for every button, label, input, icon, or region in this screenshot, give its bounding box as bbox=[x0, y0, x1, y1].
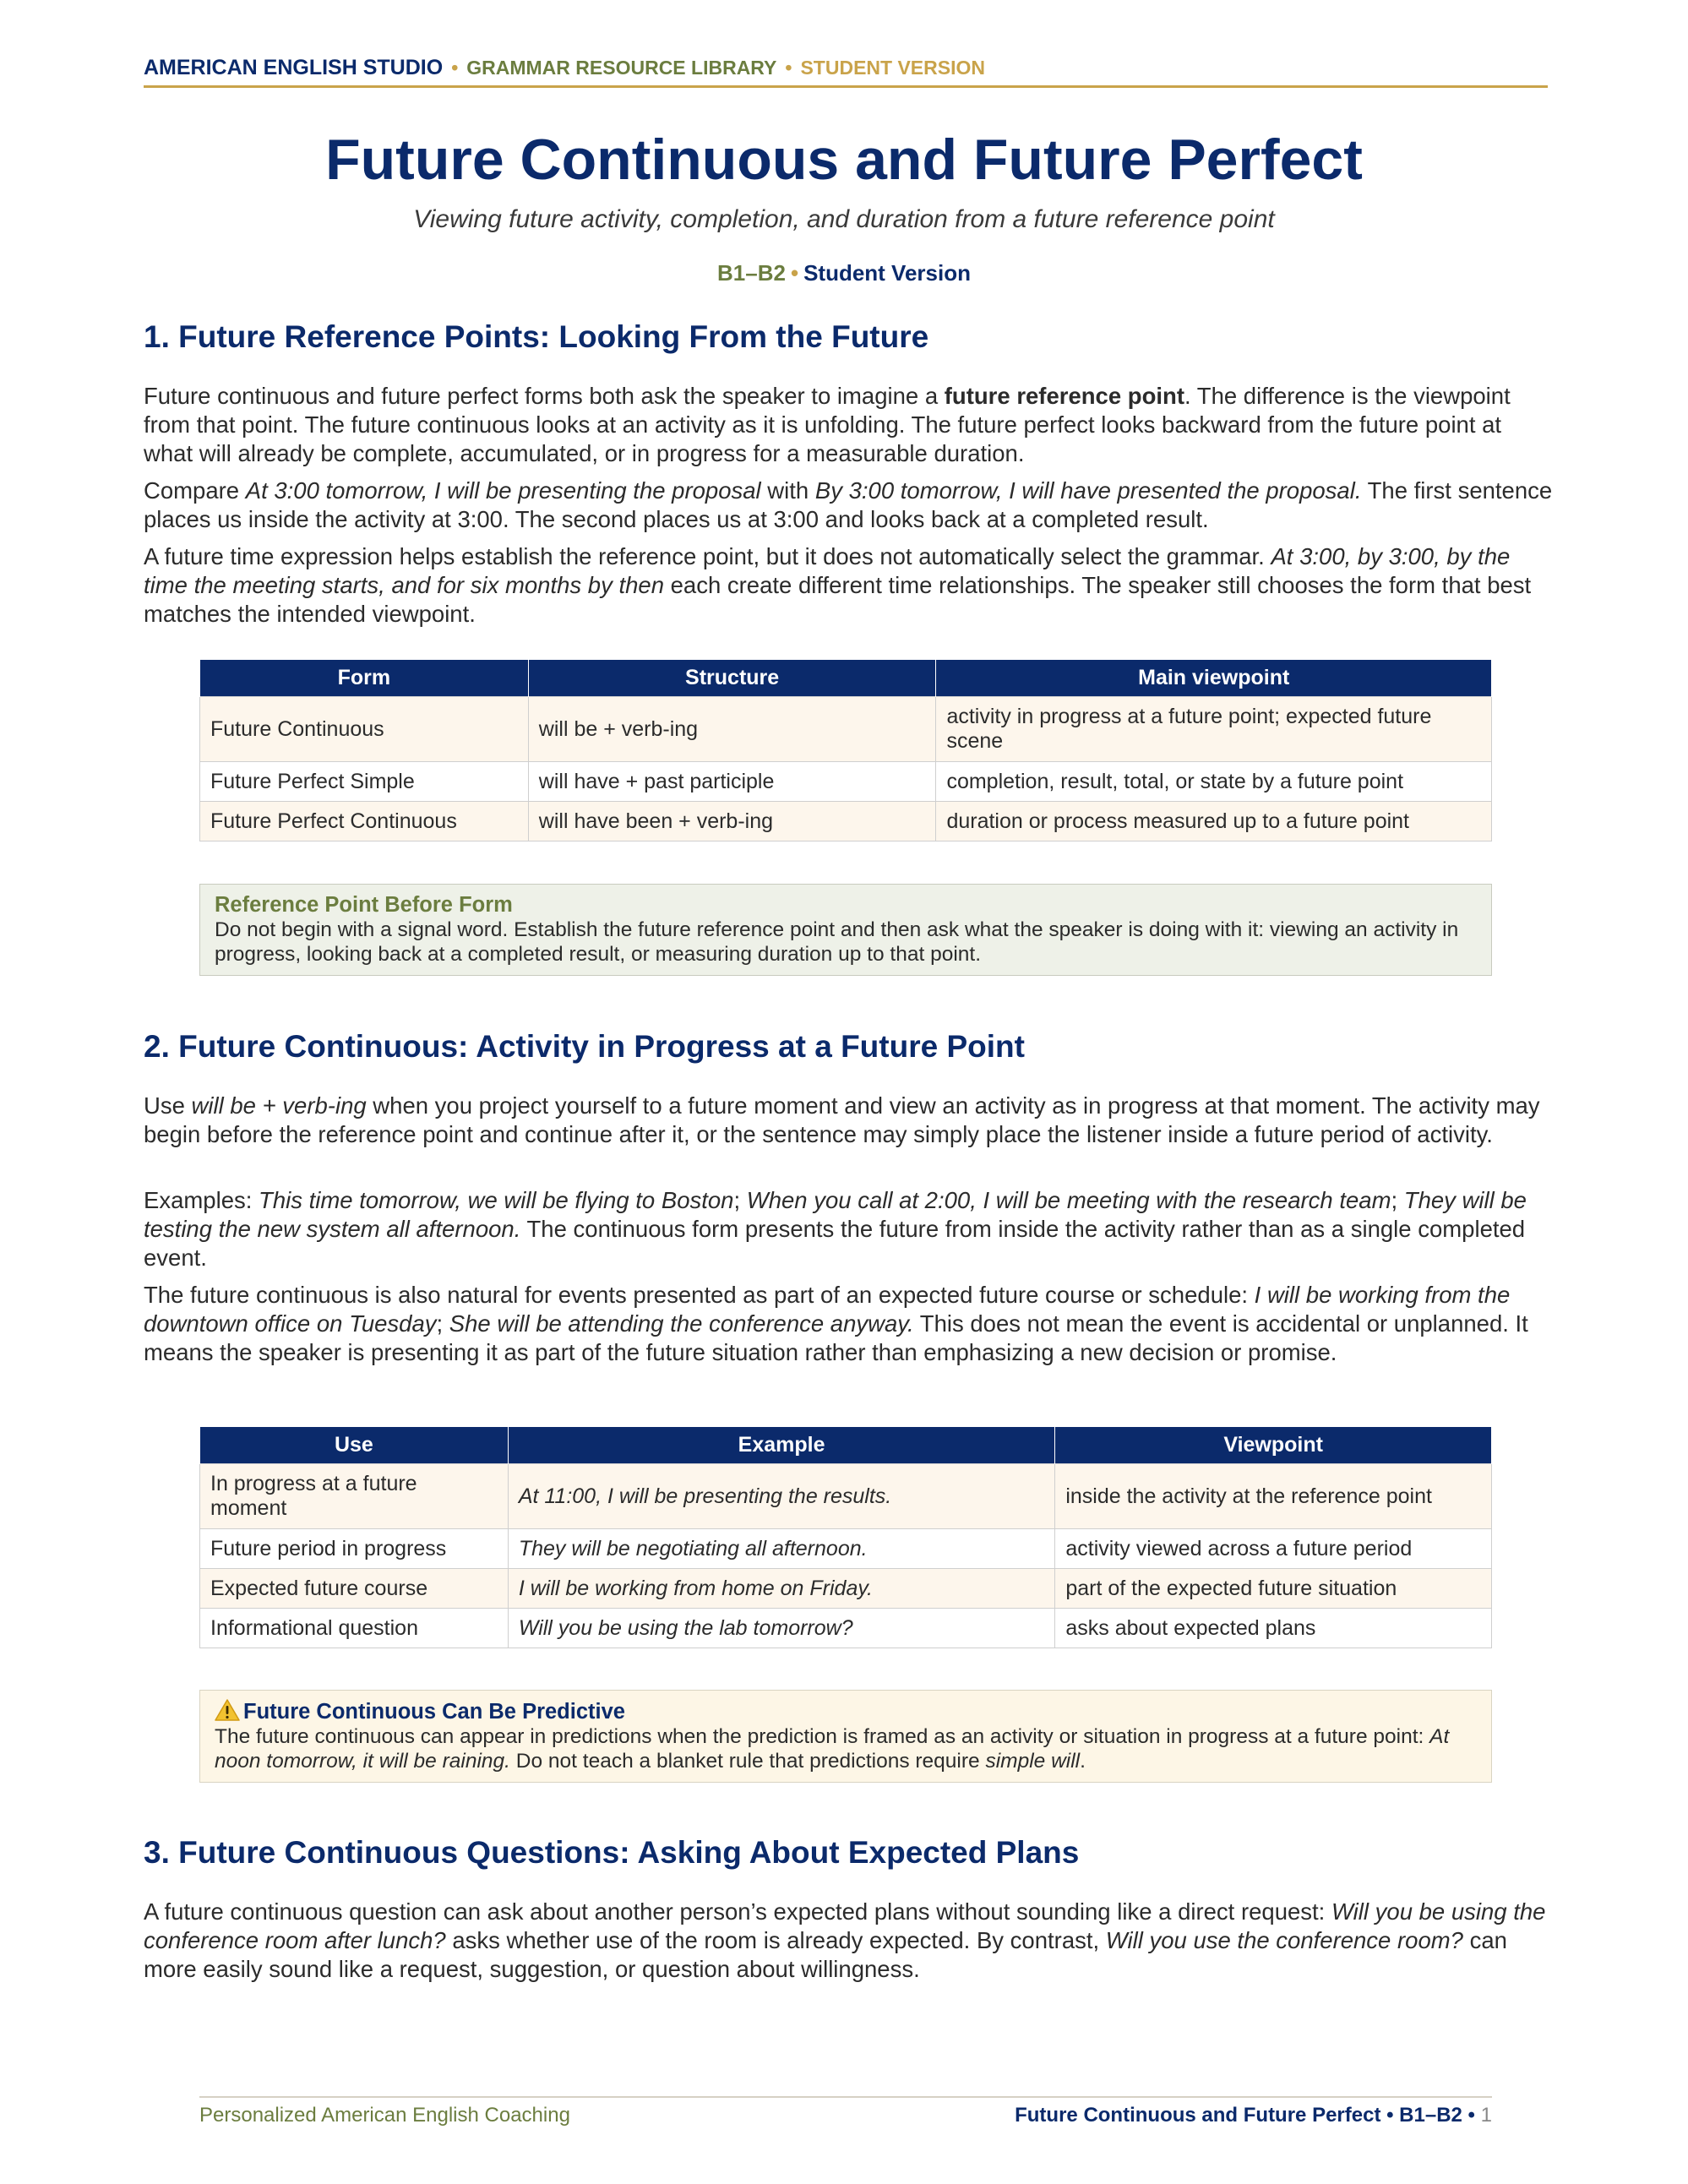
callout-title: Future Continuous Can Be Predictive bbox=[215, 1699, 1477, 1724]
table-cell: activity viewed across a future period bbox=[1055, 1529, 1492, 1569]
section-1-paragraph-2: Compare At 3:00 tomorrow, I will be presenting the proposal with By 3:00 tomorrow, I will have presented the proposal. The first sentence places us inside the activity at 3:00. The second places us at 3:00 and looks back at a completed result. bbox=[144, 477, 1553, 532]
forms-table bbox=[199, 659, 1492, 841]
footer-left-text: Personalized American English Coaching bbox=[199, 2104, 570, 2127]
table-cell: Future period in progress bbox=[200, 1529, 509, 1569]
footer-right-text: Future Continuous and Future Perfect • B1–B2 • 1 bbox=[1015, 2104, 1492, 2127]
table-cell: duration or process measured up to a future point bbox=[936, 802, 1492, 841]
table-cell: will have been + verb-ing bbox=[528, 802, 936, 841]
table-cell: Future Perfect Continuous bbox=[200, 802, 529, 841]
table-cell: They will be negotiating all afternoon. bbox=[508, 1529, 1055, 1569]
level-label: B1–B2 bbox=[717, 260, 786, 286]
table-cell: Will you be using the lab tomorrow? bbox=[508, 1609, 1055, 1648]
section-1-paragraph-3: A future time expression helps establish the reference point, but it does not automatically select the grammar. At 3:00, by 3:00, by the time the meeting starts, and for six months by then each create different time relationships. The speaker still chooses the form that best matches the intended viewpoint. bbox=[144, 543, 1532, 627]
table-header-cell: Viewpoint bbox=[1055, 1427, 1492, 1464]
page-title: Future Continuous and Future Perfect bbox=[325, 128, 1363, 192]
table-row bbox=[200, 762, 1492, 802]
section-2-paragraph-3: The future continuous is also natural for events presented as part of an expected future course or schedule: I will be working from the downtown office on Tuesday; She will be attending the conference anyway. This does not mean the event is accidental or unplanned. It means the speaker is presenting it as part of the future situation rather than emphasizing a new decision or promise. bbox=[144, 1282, 1528, 1365]
callout-body: Do not begin with a signal word. Establish the future reference point and then ask what the speaker is doing with it: viewing an activity in progress, looking back at a completed result, or measuring duration up to that point. bbox=[215, 918, 1459, 966]
section-1-heading: 1. Future Reference Points: Looking From the Future bbox=[144, 319, 929, 354]
table-header-cell: Use bbox=[200, 1427, 509, 1464]
section-2-paragraph-2: Examples: This time tomorrow, we will be flying to Boston; When you call at 2:00, I will be meeting with the research team; They will be testing the new system all afternoon. The continuous form presents the future from inside the activity rather than as a single completed event. bbox=[144, 1187, 1527, 1271]
table-header-cell: Form bbox=[200, 660, 529, 697]
callout-body: The future continuous can appear in predictions when the prediction is framed as an activity or situation in progress at a future point: At noon tomorrow, it will be raining. Do not teach a blanket rule that predictions require simple will. bbox=[215, 1725, 1450, 1773]
section-2-paragraph-1: Use will be + verb-ing when you project yourself to a future moment and view an activity as in progress at that moment. The activity may begin before the reference point and continue after it, or the sentence may simply place the listener inside a future period of activity. bbox=[144, 1092, 1540, 1147]
warning-icon bbox=[215, 1699, 240, 1721]
version-label: Student Version bbox=[803, 260, 971, 286]
reference-point-callout bbox=[199, 884, 1492, 976]
table-cell: Expected future course bbox=[200, 1569, 509, 1609]
level-separator: • bbox=[790, 260, 799, 286]
table-cell: Informational question bbox=[200, 1609, 509, 1648]
table-header-row bbox=[200, 1427, 1492, 1464]
header-brand: AMERICAN ENGLISH STUDIO bbox=[144, 56, 444, 79]
header-library: GRAMMAR RESOURCE LIBRARY bbox=[466, 57, 777, 79]
table-row bbox=[200, 1569, 1492, 1609]
table-cell: inside the activity at the reference point bbox=[1055, 1464, 1492, 1529]
table-cell: asks about expected plans bbox=[1055, 1609, 1492, 1648]
predictive-callout bbox=[199, 1690, 1492, 1783]
document-header bbox=[144, 56, 1548, 88]
table-row bbox=[200, 802, 1492, 841]
page-number: 1 bbox=[1480, 2104, 1492, 2127]
table-cell: activity in progress at a future point; expected future scene bbox=[936, 697, 1492, 762]
uses-table bbox=[199, 1426, 1492, 1648]
level-line bbox=[0, 260, 1688, 286]
header-separator: • bbox=[451, 57, 459, 79]
section-1-paragraph-1: Future continuous and future perfect forms both ask the speaker to imagine a future reference point. The difference is the viewpoint from that point. The future continuous looks at an activity as it is unfolding. The future perfect looks backward from the future point at what will already be complete, accumulated, or in progress for a measurable duration. bbox=[144, 383, 1511, 466]
footer-divider bbox=[199, 2096, 1492, 2098]
callout-title: Reference Point Before Form bbox=[215, 893, 513, 917]
table-cell: I will be working from home on Friday. bbox=[508, 1569, 1055, 1609]
table-row bbox=[200, 1464, 1492, 1529]
section-3-paragraph-1: A future continuous question can ask about another person’s expected plans without sounding like a direct request: Will you be using the conference room after lunch? asks whether use of the room is already expected. By contrast, Will you use the conference room? can more easily sound like a request, suggestion, or question about willingness. bbox=[144, 1898, 1546, 1982]
table-row bbox=[200, 1529, 1492, 1569]
table-cell: part of the expected future situation bbox=[1055, 1569, 1492, 1609]
table-cell: Future Perfect Simple bbox=[200, 762, 529, 802]
table-cell: Future Continuous bbox=[200, 697, 529, 762]
section-2-heading: 2. Future Continuous: Activity in Progress at a Future Point bbox=[144, 1029, 1025, 1064]
header-separator: • bbox=[785, 57, 792, 79]
table-cell: will be + verb-ing bbox=[528, 697, 936, 762]
table-header-cell: Example bbox=[508, 1427, 1055, 1464]
table-row bbox=[200, 1609, 1492, 1648]
table-header-row bbox=[200, 660, 1492, 697]
table-cell: will have + past participle bbox=[528, 762, 936, 802]
header-version: STUDENT VERSION bbox=[800, 57, 985, 79]
table-header-cell: Main viewpoint bbox=[936, 660, 1492, 697]
table-cell: In progress at a future moment bbox=[200, 1464, 509, 1529]
table-cell: At 11:00, I will be presenting the results. bbox=[508, 1464, 1055, 1529]
section-3-heading: 3. Future Continuous Questions: Asking About Expected Plans bbox=[144, 1835, 1080, 1870]
page-subtitle: Viewing future activity, completion, and duration from a future reference point bbox=[413, 205, 1275, 233]
table-cell: completion, result, total, or state by a future point bbox=[936, 762, 1492, 802]
table-header-cell: Structure bbox=[528, 660, 936, 697]
table-row bbox=[200, 697, 1492, 762]
